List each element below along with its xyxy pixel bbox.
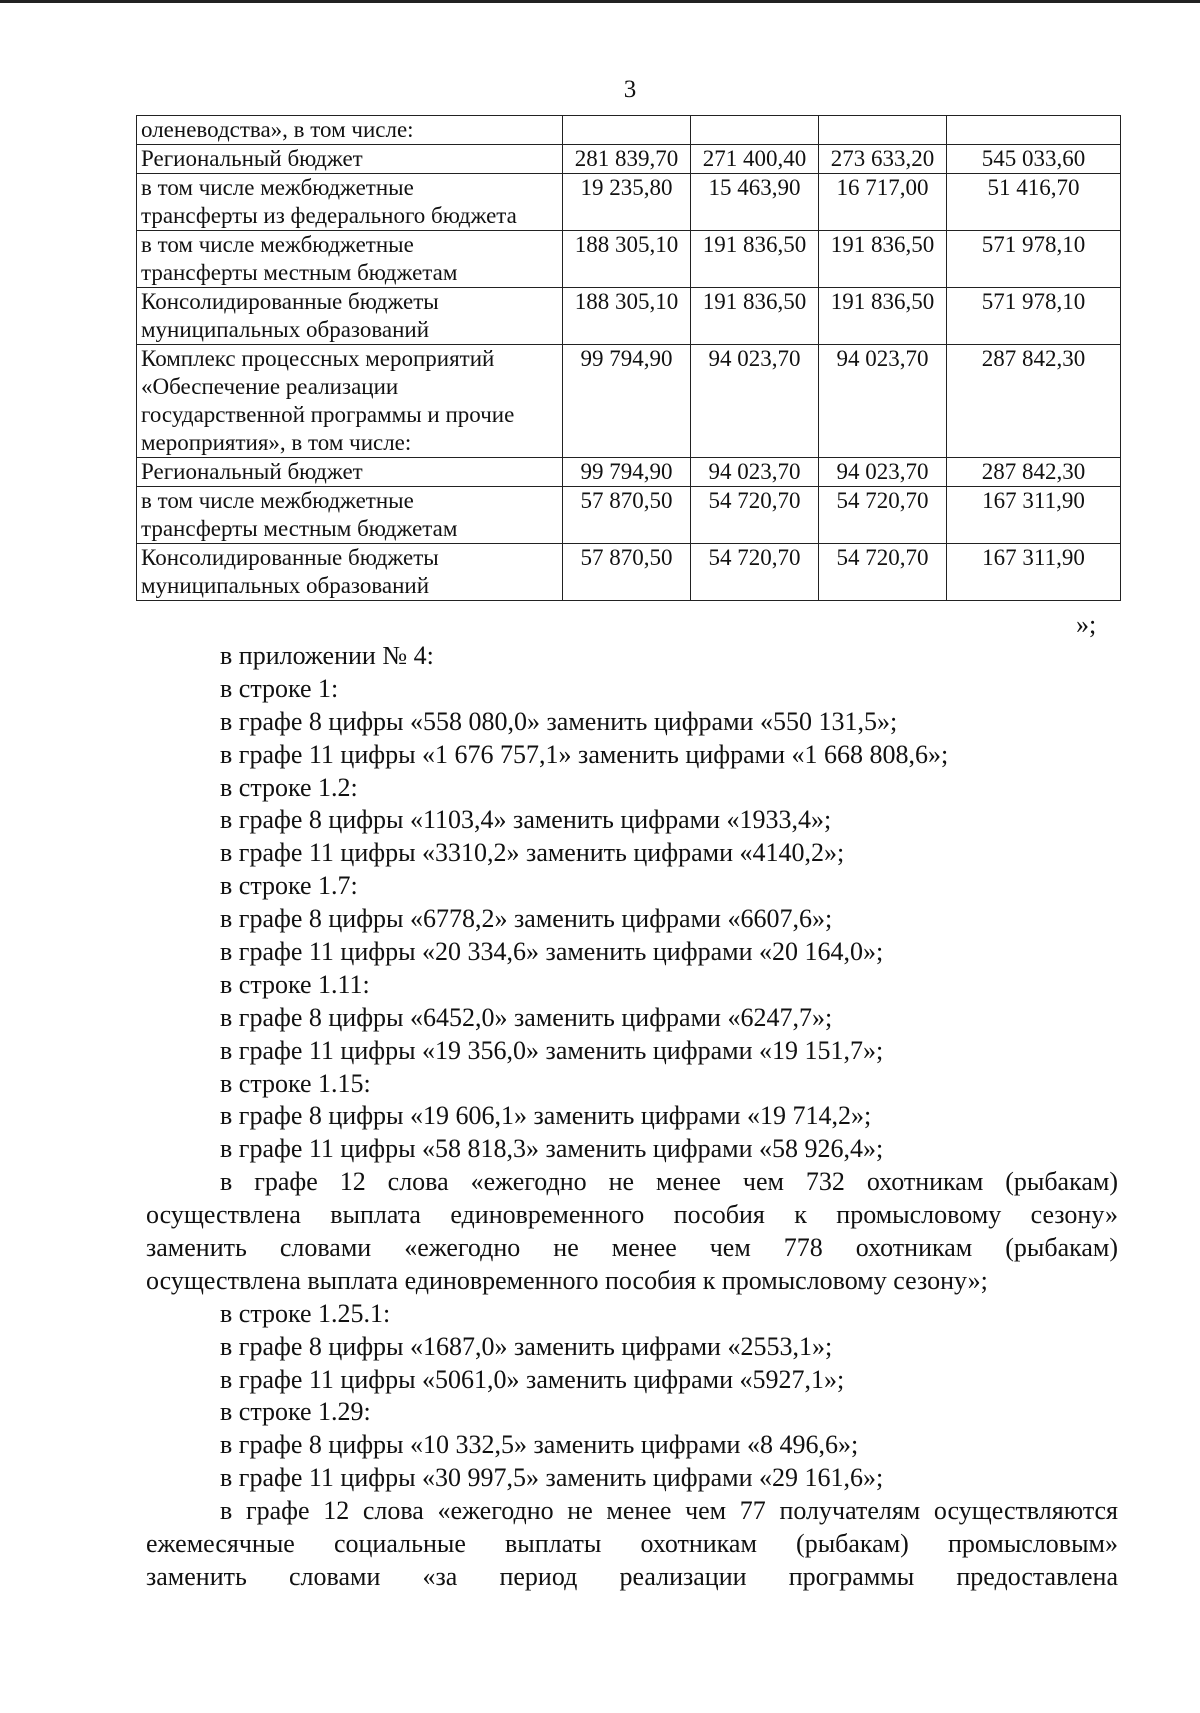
- text-line: заменить словами «ежегодно не менее чем 778 охотникам (рыбакам): [146, 1233, 1118, 1263]
- value-col-2: 15 463,90: [691, 174, 819, 231]
- table-row: [137, 345, 1121, 458]
- value-total: 287 842,30: [947, 345, 1121, 458]
- row-label-line: в том числе межбюджетные: [141, 175, 414, 200]
- row-label: [137, 174, 563, 231]
- row-label: [137, 345, 563, 458]
- closing-quote: »;: [1076, 610, 1097, 639]
- text-line: в графе 8 цифры «19 606,1» заменить цифрами «19 714,2»;: [220, 1101, 872, 1131]
- text-line: в строке 1.7:: [220, 871, 358, 901]
- text-line: в приложении № 4:: [220, 641, 434, 670]
- text-line: в графе 11 цифры «5061,0» заменить цифрами «5927,1»;: [220, 1364, 845, 1394]
- page-number: 3: [623, 76, 637, 103]
- value-col-3: 191 836,50: [819, 288, 947, 345]
- row-label-line: в том числе межбюджетные: [141, 232, 414, 257]
- value-total: 167 311,90: [947, 487, 1121, 544]
- text-line: в графе 12 слова «ежегодно не менее чем 77 получателям осуществляются: [220, 1496, 1118, 1526]
- amendment-text: [146, 640, 1118, 1594]
- value-col-2: 54 720,70: [691, 544, 819, 601]
- value-total: 545 033,60: [947, 145, 1121, 174]
- text-line: заменить словами «за период реализации программы предоставлена: [146, 1561, 1118, 1591]
- value-col-1: 99 794,90: [563, 458, 691, 487]
- row-label-line: муниципальных образований: [141, 317, 430, 342]
- table-row: [137, 231, 1121, 288]
- text-line: в графе 8 цифры «10 332,5» заменить цифрами «8 496,6»;: [220, 1430, 859, 1460]
- text-line: в графе 8 цифры «558 080,0» заменить цифрами «550 131,5»;: [220, 706, 898, 736]
- row-label: [137, 116, 563, 145]
- budget-table: [136, 115, 1121, 601]
- table-row: [137, 116, 1121, 145]
- value-col-2: 94 023,70: [691, 345, 819, 458]
- scan-top-border: [0, 0, 1200, 3]
- value-col-2: 271 400,40: [691, 145, 819, 174]
- value-col-3: 94 023,70: [819, 345, 947, 458]
- value-col-2: 191 836,50: [691, 231, 819, 288]
- row-label-line: муниципальных образований: [141, 573, 430, 598]
- row-label-line: Региональный бюджет: [141, 146, 363, 171]
- table-row: [137, 288, 1121, 345]
- value-col-1: 188 305,10: [563, 231, 691, 288]
- text-line: в графе 11 цифры «20 334,6» заменить цифрами «20 164,0»;: [220, 937, 884, 967]
- row-label-line: трансферты местным бюджетам: [141, 260, 458, 285]
- text-line: в графе 11 цифры «30 997,5» заменить цифрами «29 161,6»;: [220, 1463, 884, 1493]
- row-label-line: Комплекс процессных мероприятий: [141, 346, 495, 371]
- text-line: в графе 8 цифры «1687,0» заменить цифрами «2553,1»;: [220, 1331, 833, 1361]
- row-label-line: оленеводства», в том числе:: [141, 117, 414, 142]
- text-line: в графе 8 цифры «6778,2» заменить цифрами «6607,6»;: [220, 904, 833, 934]
- value-total: 167 311,90: [947, 544, 1121, 601]
- table-row: [137, 145, 1121, 174]
- value-col-3: 16 717,00: [819, 174, 947, 231]
- row-label-line: трансферты местным бюджетам: [141, 516, 458, 541]
- text-line: в строке 1.29:: [220, 1397, 371, 1427]
- text-line: в графе 11 цифры «1 676 757,1» заменить цифрами «1 668 808,6»;: [220, 739, 949, 769]
- value-total: 51 416,70: [947, 174, 1121, 231]
- value-col-1: 281 839,70: [563, 145, 691, 174]
- text-line: в строке 1:: [220, 673, 339, 703]
- table-row: [137, 458, 1121, 487]
- value-col-3: 191 836,50: [819, 231, 947, 288]
- value-col-1: 57 870,50: [563, 487, 691, 544]
- text-line: в графе 11 цифры «58 818,3» заменить цифрами «58 926,4»;: [220, 1134, 884, 1164]
- value-col-2: 191 836,50: [691, 288, 819, 345]
- value-total: 571 978,10: [947, 288, 1121, 345]
- value-col-3: 54 720,70: [819, 487, 947, 544]
- value-col-1: 19 235,80: [563, 174, 691, 231]
- value-total: [947, 116, 1121, 145]
- table-row: [137, 487, 1121, 544]
- value-col-2: 54 720,70: [691, 487, 819, 544]
- text-line: в строке 1.11:: [220, 969, 370, 999]
- text-line: в строке 1.25.1:: [220, 1298, 391, 1328]
- row-label-line: государственной программы и прочие: [141, 402, 515, 427]
- value-col-1: 99 794,90: [563, 345, 691, 458]
- value-total: 287 842,30: [947, 458, 1121, 487]
- text-line: в строке 1.15:: [220, 1068, 371, 1098]
- text-line: в строке 1.2:: [220, 772, 358, 802]
- value-col-3: 54 720,70: [819, 544, 947, 601]
- value-col-1: 188 305,10: [563, 288, 691, 345]
- value-total: 571 978,10: [947, 231, 1121, 288]
- value-col-2: 94 023,70: [691, 458, 819, 487]
- row-label-line: мероприятия», в том числе:: [141, 430, 412, 455]
- row-label: [137, 231, 563, 288]
- value-col-3: 273 633,20: [819, 145, 947, 174]
- text-line: в графе 8 цифры «1103,4» заменить цифрами «1933,4»;: [220, 805, 832, 835]
- value-col-3: 94 023,70: [819, 458, 947, 487]
- text-line: ежемесячные социальные выплаты охотникам (рыбакам) промысловым»: [146, 1529, 1118, 1559]
- value-col-1: [563, 116, 691, 145]
- row-label-line: Консолидированные бюджеты: [141, 289, 439, 314]
- row-label: [137, 487, 563, 544]
- text-line: в графе 12 слова «ежегодно не менее чем 732 охотникам (рыбакам): [220, 1167, 1118, 1197]
- row-label-line: Консолидированные бюджеты: [141, 545, 439, 570]
- table-row: [137, 174, 1121, 231]
- row-label: [137, 288, 563, 345]
- row-label-line: «Обеспечение реализации: [141, 374, 399, 399]
- value-col-3: [819, 116, 947, 145]
- row-label-line: Региональный бюджет: [141, 459, 363, 484]
- budget-table-body: [137, 116, 1121, 601]
- row-label: [137, 145, 563, 174]
- row-label-line: трансферты из федерального бюджета: [141, 203, 517, 228]
- value-col-2: [691, 116, 819, 145]
- value-col-1: 57 870,50: [563, 544, 691, 601]
- row-label: [137, 544, 563, 601]
- text-line: в графе 11 цифры «3310,2» заменить цифрами «4140,2»;: [220, 838, 845, 868]
- text-line: в графе 8 цифры «6452,0» заменить цифрами «6247,7»;: [220, 1002, 833, 1032]
- table-row: [137, 544, 1121, 601]
- text-line: осуществлена выплата единовременного пособия к промысловому сезону»: [146, 1200, 1118, 1230]
- row-label-line: в том числе межбюджетные: [141, 488, 414, 513]
- text-line: в графе 11 цифры «19 356,0» заменить цифрами «19 151,7»;: [220, 1035, 884, 1065]
- text-line: осуществлена выплата единовременного пособия к промысловому сезону»;: [146, 1265, 988, 1295]
- row-label: [137, 458, 563, 487]
